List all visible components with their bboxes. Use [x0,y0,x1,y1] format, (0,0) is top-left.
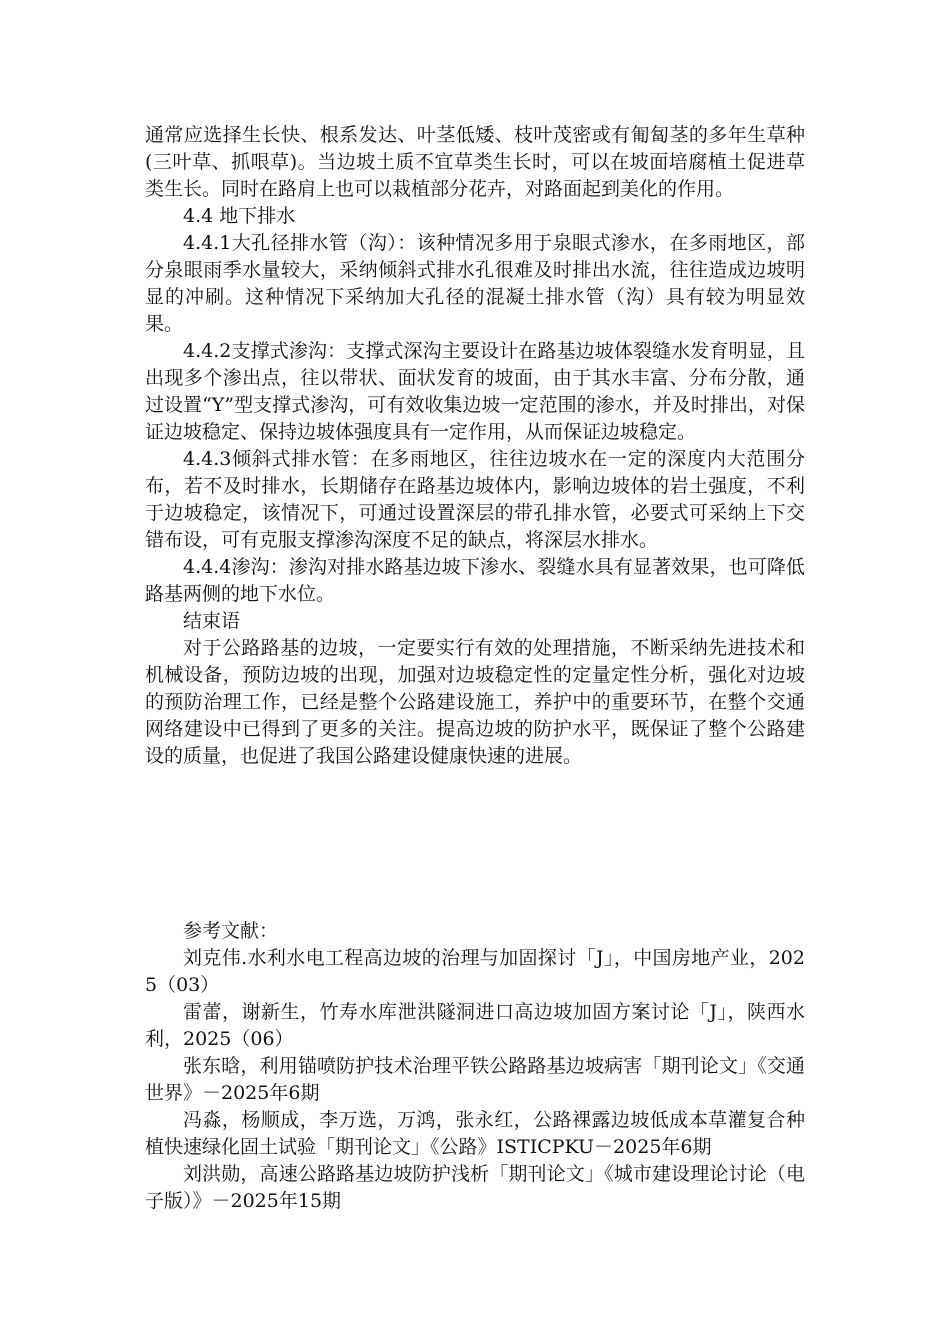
reference-item: 刘洪勋，高速公路路基边坡防护浅析「期刊论文」《城市建设理论讨论（电子版）》－2025年15期 [145,1163,805,1212]
reference-item: 雷蕾，谢新生，竹寿水库泄洪隧洞进口高边坡加固方案讨论「J」，陕西水利，2025（06） [145,1001,805,1050]
paragraph-seepage-ditch: 4.4.4渗沟：渗沟对排水路基边坡下渗水、裂缝水具有显著效果，也可降低路基两侧的地下水位。 [145,556,805,605]
conclusion-heading: 结束语 [183,610,241,632]
reference-item: 刘克伟.水利水电工程高边坡的治理与加固探讨「J」，中国房地产业，2025（03） [145,947,805,996]
reference-item: 张东晗，利用锚喷防护技术治理平铁公路路基边坡病害「期刊论文」《交通世界》－2025年6期 [145,1055,805,1104]
paragraph-large-drain-pipe: 4.4.1大孔径排水管（沟）：该种情况多用于泉眼式渗水，在多雨地区，部分泉眼雨季水量较大，采纳倾斜式排水孔很难及时排出水流，往往造成边坡明显的冲刷。这种情况下采纳加大孔径的混凝土排水管（沟）具有较为明显效果。 [145,232,805,335]
paragraph-support-seepage-ditch: 4.4.2支撑式渗沟：支撑式深沟主要设计在路基边坡体裂缝水发育明显，且出现多个渗出点，往以带状、面状发育的坡面，由于其水丰富、分布分散，通过设置“Y”型支撑式渗沟，可有效收集边坡一定范围的渗水，并及时排出，对保证边坡稳定、保持边坡体强度具有一定作用，从而保证边坡稳定。 [145,340,805,443]
reference-item: 冯淼，杨顺成，李万选，万鸿，张永红，公路裸露边坡低成本草灌复合种植快速绿化固土试验「期刊论文」《公路》ISTICPKU－2025年6期 [145,1109,805,1158]
references-heading: 参考文献： [183,920,279,942]
section-heading-underground-drainage: 4.4 地下排水 [183,205,296,227]
references-section [145,918,805,1215]
paragraph-grass-species: 通常应选择生长快、根系发达、叶茎低矮、枝叶茂密或有匍匐茎的多年生草种(三叶草、抓哏草)。当边坡土质不宜草类生长时，可以在坡面培腐植土促进草类生长。同时在路肩上也可以栽植部分花卉，对路面起到美化的作用。 [145,124,805,200]
paragraph-conclusion: 对于公路路基的边坡，一定要实行有效的处理措施，不断采纳先进技术和机械设备，预防边坡的出现，加强对边坡稳定性的定量定性分析，强化对边坡的预防治理工作，已经是整个公路建设施工，养护中的重要环节，在整个交通网络建设中已得到了更多的关注。提高边坡的防护水平，既保证了整个公路建设的质量，也促进了我国公路建设健康快速的进展。 [145,637,805,767]
paragraph-inclined-drain-pipe: 4.4.3倾斜式排水管：在多雨地区，往往边坡水在一定的深度内大范围分布，若不及时排水，长期储存在路基边坡体内，影响边坡体的岩土强度，不利于边坡稳定，该情况下，可通过设置深层的带孔排水管，必要式可采纳上下交错布设，可有克服支撑渗沟深度不足的缺点，将深层水排水。 [145,448,805,551]
body-text [145,122,805,770]
